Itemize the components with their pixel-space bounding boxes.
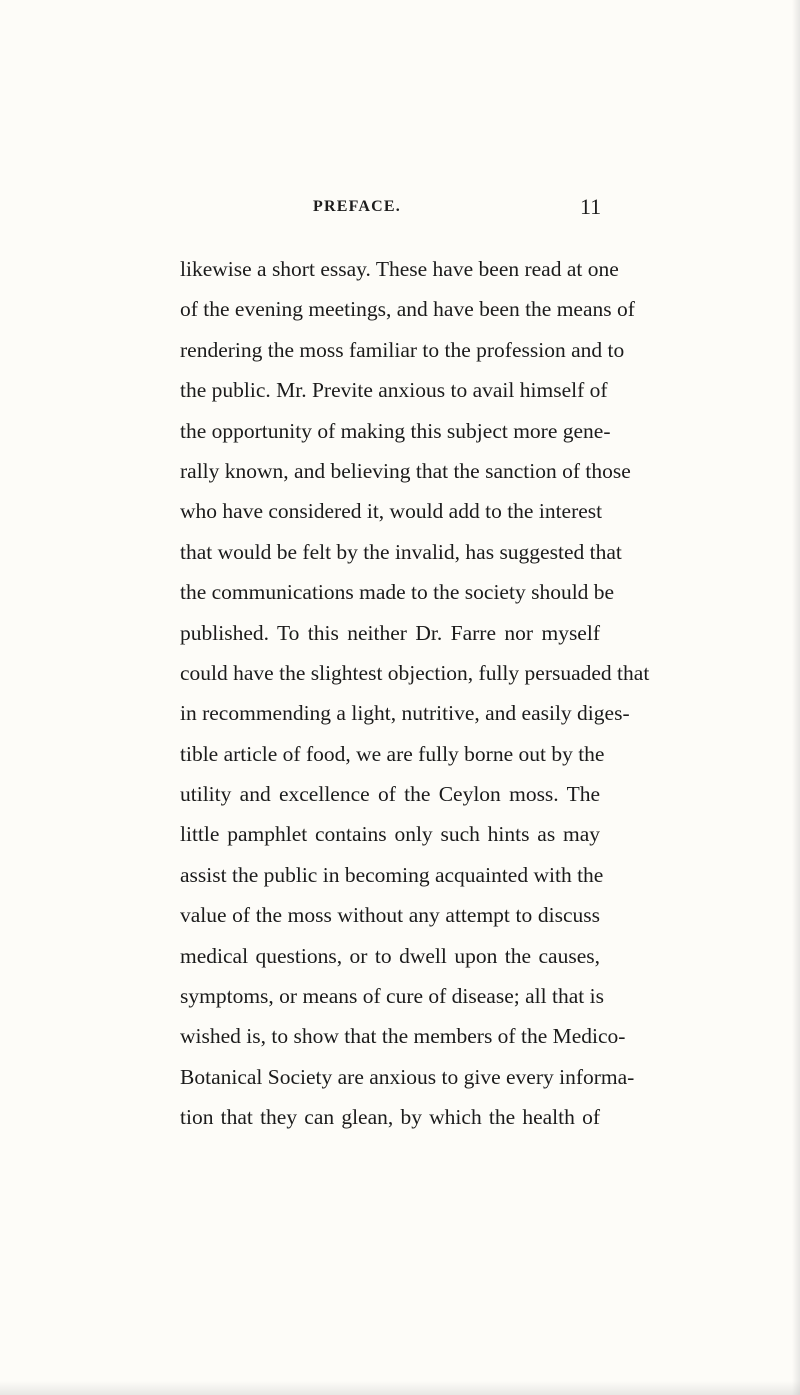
text-line: in recommending a light, nutritive, and easily diges- bbox=[180, 701, 630, 726]
text-line: could have the slightest objection, fully persuaded that bbox=[180, 660, 650, 685]
body-text bbox=[180, 249, 650, 1138]
text-line: who have considered it, would add to the interest bbox=[180, 499, 603, 524]
text-line: that would be felt by the invalid, has suggested that bbox=[180, 539, 622, 564]
text-line: the public. Mr. Previte anxious to avail himself of bbox=[180, 378, 608, 403]
text-line: tible article of food, we are fully borne out by the bbox=[180, 741, 605, 766]
text-line: medical questions, or to dwell upon the causes, bbox=[180, 943, 600, 968]
text-line: little pamphlet contains only such hints as may bbox=[180, 822, 600, 847]
text-line: published. To this neither Dr. Farre nor myself bbox=[180, 620, 600, 645]
text-line: the opportunity of making this subject more gene- bbox=[180, 418, 611, 443]
text-line: likewise a short essay. These have been read at one bbox=[180, 257, 619, 281]
text-line: rally known, and believing that the sanction of those bbox=[180, 458, 631, 483]
text-line: Botanical Society are anxious to give every informa- bbox=[180, 1064, 635, 1089]
running-head: PREFACE. bbox=[313, 198, 401, 215]
page-number: 11 bbox=[580, 194, 602, 219]
text-line: wished is, to show that the members of the Medico- bbox=[180, 1024, 626, 1049]
text-line: tion that they can glean, by which the health of bbox=[180, 1105, 600, 1130]
text-line: rendering the moss familiar to the profession and to bbox=[180, 337, 625, 362]
page-bottom-edge bbox=[0, 1381, 800, 1395]
text-line: the communications made to the society should be bbox=[180, 580, 615, 605]
page-edge-shadow bbox=[792, 0, 800, 1395]
text-line: assist the public in becoming acquainted with the bbox=[180, 862, 604, 887]
text-line: of the evening meetings, and have been the means of bbox=[180, 297, 635, 322]
page-header bbox=[0, 194, 800, 224]
text-line: utility and excellence of the Ceylon moss. The bbox=[180, 782, 600, 807]
text-line: value of the moss without any attempt to discuss bbox=[180, 903, 600, 928]
text-line: symptoms, or means of cure of disease; all that is bbox=[180, 984, 604, 1009]
